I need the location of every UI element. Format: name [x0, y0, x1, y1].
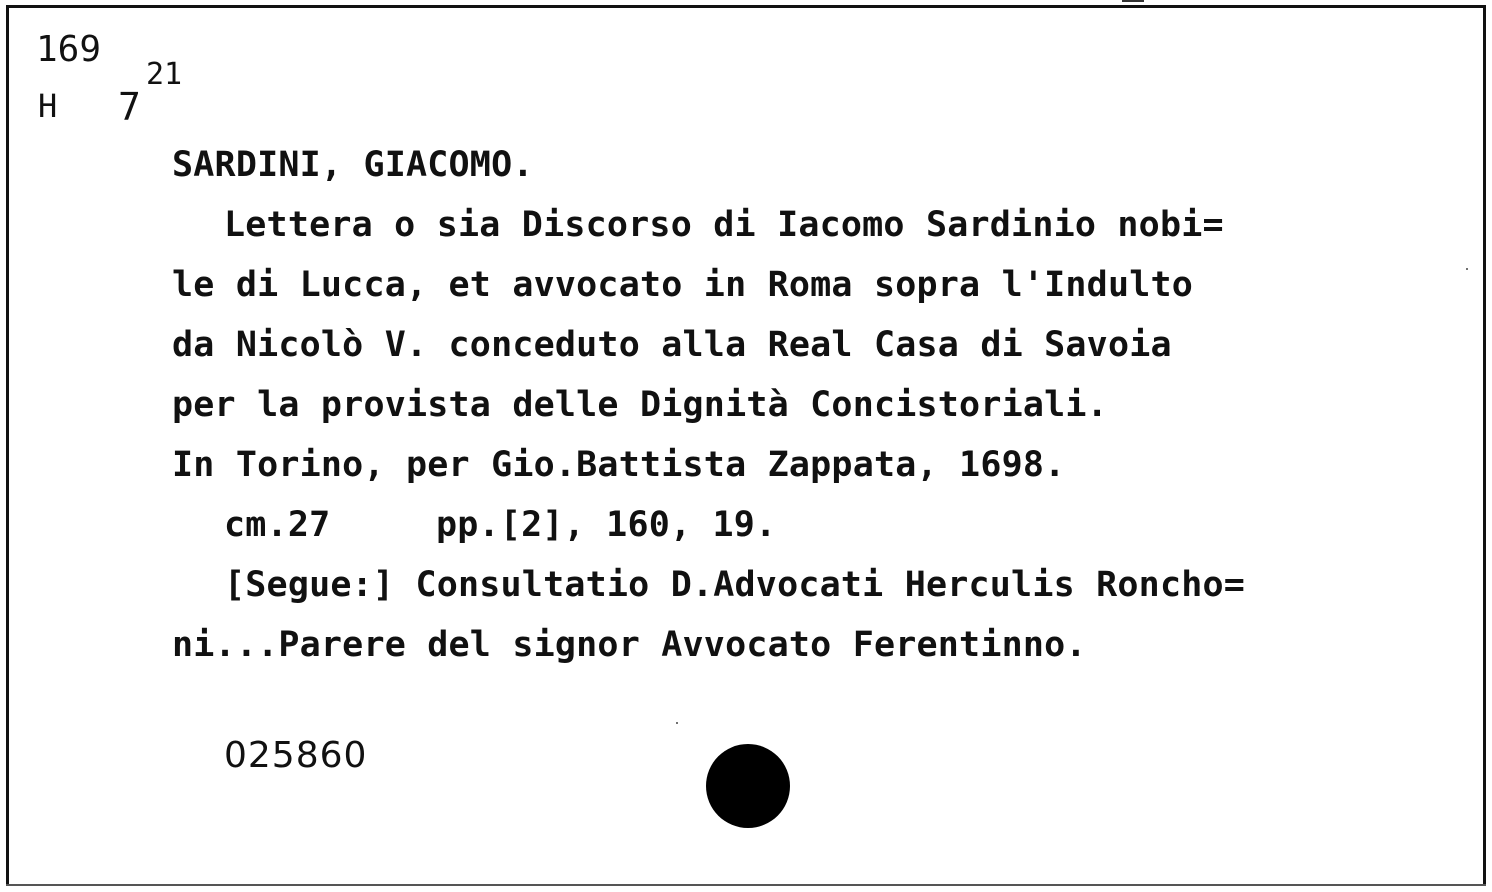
title-line-1: Lettera o sia Discorso di Iacomo Sardinio nobi=	[224, 205, 1224, 245]
card-edge-mark	[1122, 0, 1144, 2]
card-border-bottom	[6, 884, 1486, 886]
card-border-left	[6, 5, 9, 886]
card-border-top	[6, 5, 1486, 8]
title-line-3: da Nicolò V. conceduto alla Real Casa di Savoia	[172, 325, 1172, 365]
collation-pages: pp.[2], 160, 19.	[436, 505, 777, 545]
title-line-2: le di Lucca, et avvocato in Roma sopra l'Indulto	[172, 265, 1194, 305]
call-number-superscript: 21	[146, 57, 183, 92]
note-line-2: ni...Parere del signor Avvocato Ferentinno.	[172, 625, 1087, 665]
card-border-right	[1483, 5, 1486, 886]
call-number-prefix: H	[38, 87, 58, 125]
collation-size: cm.27	[224, 505, 331, 545]
note-line-1: [Segue:] Consultatio D.Advocati Herculis Roncho=	[224, 565, 1246, 605]
call-number-line-1: 169	[36, 29, 102, 70]
call-number-base: 7	[118, 85, 141, 129]
paper-speck	[676, 722, 678, 724]
accession-number: 025860	[224, 735, 368, 776]
punch-hole	[706, 744, 790, 828]
paper-speck	[1466, 268, 1468, 270]
imprint-line: In Torino, per Gio.Battista Zappata, 1698.	[172, 445, 1066, 485]
title-line-4: per la provista delle Dignità Concistoriali.	[172, 385, 1108, 425]
author-heading: SARDINI, GIACOMO.	[172, 145, 534, 185]
